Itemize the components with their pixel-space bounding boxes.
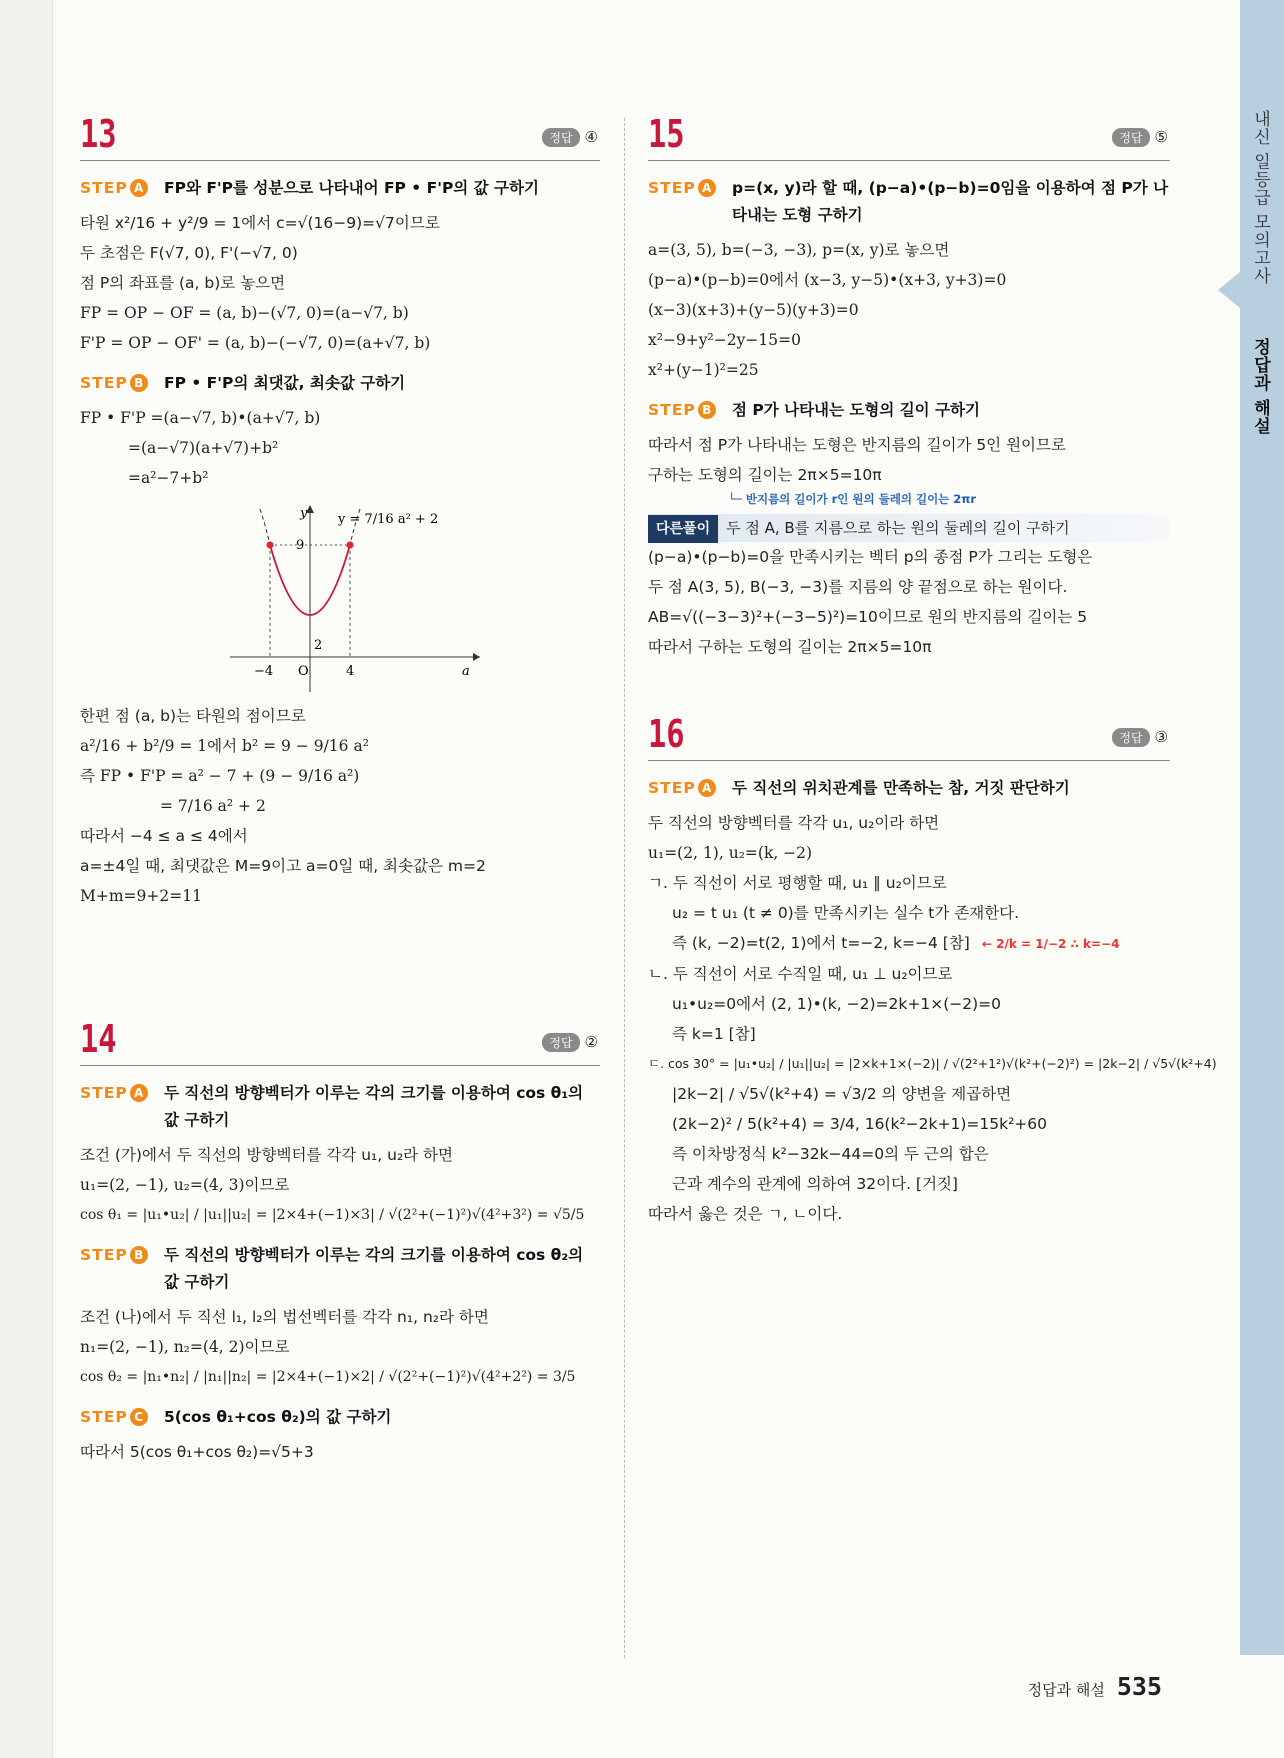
side-tab-title: 내신 일등급 모의고사 — [1250, 110, 1270, 285]
solution-line: 따라서 5(cos θ₁+cos θ₂)=√5+3 — [80, 1443, 314, 1461]
solution-line: 조건 (가)에서 두 직선의 방향벡터를 각각 u₁, u₂라 하면 — [80, 1146, 454, 1164]
step-title: p=(x, y)라 할 때, (p−a)•(p−b)=0임을 이용하여 점 P가 나타내는 도형 구하기 — [732, 179, 1169, 224]
step-b-heading — [80, 370, 600, 397]
step-title: 5(cos θ₁+cos θ₂)의 값 구하기 — [164, 1408, 392, 1426]
solution-line: M+m=9+2=11 — [80, 887, 202, 905]
solution-line: 두 직선의 방향벡터를 각각 u₁, u₂이라 하면 — [648, 814, 940, 832]
page-number: 535 — [1116, 1672, 1162, 1701]
step-label: STEP B — [80, 1242, 148, 1269]
solution-line: 따라서 −4 ≤ a ≤ 4에서 — [80, 827, 248, 845]
problem-header — [648, 710, 1170, 761]
problem-number: 14 — [80, 1017, 117, 1061]
solution-line: 두 점 A(3, 5), B(−3, −3)를 지름의 양 끝점으로 하는 원이다. — [648, 578, 1068, 596]
side-note: ← 2/k = 1/−2 ∴ k=−4 — [981, 937, 1120, 951]
step-c-heading — [80, 1404, 600, 1431]
parabola-graph — [230, 497, 490, 697]
step-letter-icon: B — [698, 401, 716, 419]
solution-line: 즉 k=1 [참] — [672, 1025, 756, 1043]
step-letter-icon: A — [130, 179, 148, 197]
answer-badge: 정답 — [1112, 728, 1149, 747]
solution-line: x²−9+y²−2y−15=0 — [648, 331, 801, 349]
solution-line: a=±4일 때, 최댓값은 M=9이고 a=0일 때, 최솟값은 m=2 — [80, 857, 486, 875]
binding-spine — [0, 0, 53, 1758]
solution-line: n₁=(2, −1), n₂=(4, 2)이므로 — [80, 1338, 290, 1356]
solution-line: 조건 (나)에서 두 직선 l₁, l₂의 법선벡터를 각각 n₁, n₂라 하면 — [80, 1308, 489, 1326]
tick-4: 4 — [346, 664, 355, 679]
hint-arrow-icon: └─ — [728, 492, 746, 506]
solution-line: (p−a)•(p−b)=0을 만족시키는 벡터 p의 종점 P가 그리는 도형은 — [648, 548, 1093, 566]
answer-badge: 정답 — [1112, 128, 1149, 147]
solution-line: u₂ = t u₁ (t ≠ 0)를 만족시키는 실수 t가 존재한다. — [672, 904, 1020, 922]
solution-line: =(a−√7)(a+√7)+b² — [128, 439, 279, 457]
step-label: STEP B — [648, 397, 716, 424]
answer-badge: 정답 — [542, 1033, 579, 1052]
problem-16 — [648, 710, 1217, 1229]
a-axis-arrow-icon — [473, 653, 480, 661]
tick-minus-4: −4 — [254, 664, 274, 679]
solution-line: =a²−7+b² — [128, 469, 209, 487]
tab-pointer-icon — [1218, 272, 1240, 308]
step-title: FP • F'P의 최댓값, 최솟값 구하기 — [164, 374, 406, 392]
step-letter-icon: A — [698, 779, 716, 797]
answer-value: ③ — [1154, 728, 1168, 746]
column-divider — [624, 118, 625, 1658]
answer-box — [1112, 728, 1168, 747]
solution-line: FP = OP − OF = (a, b)−(√7, 0)=(a−√7, b) — [80, 304, 409, 322]
solution-line: (p−a)•(p−b)=0에서 (x−3, y−5)•(x+3, y+3)=0 — [648, 271, 1007, 289]
solution-line: (x−3)(x+3)+(y−5)(y+3)=0 — [648, 301, 859, 319]
answer-value: ② — [584, 1033, 598, 1051]
step-title: 두 직선의 위치관계를 만족하는 참, 거짓 판단하기 — [732, 779, 1070, 797]
step-b-heading — [80, 1242, 600, 1296]
step-label: STEP A — [648, 775, 716, 802]
problem-number: 15 — [648, 112, 685, 156]
problem-header — [648, 110, 1170, 161]
origin-label: O — [298, 664, 309, 679]
solution-line: 구하는 도형의 길이는 2π×5=10π — [648, 466, 882, 484]
solution-line: 따라서 점 P가 나타내는 도형은 반지름의 길이가 5인 원이므로 — [648, 436, 1066, 454]
alternative-badge: 다른풀이 — [648, 515, 718, 543]
answer-box — [1112, 128, 1168, 147]
solution-line: 따라서 옳은 것은 ㄱ, ㄴ이다. — [648, 1205, 843, 1223]
step-letter-icon: A — [698, 179, 716, 197]
side-tab-section: 정답과 해설 — [1250, 338, 1270, 435]
solution-line: |2k−2| / √5√(k²+4) = √3/2 의 양변을 제곱하면 — [672, 1085, 1012, 1103]
solution-line: cos θ₁ = |u₁•u₂| / |u₁||u₂| = |2×4+(−1)×3| / √(2²+(−1)²)√(4²+3²) = √5/5 — [80, 1207, 585, 1223]
footer-label: 정답과 해설 — [1027, 1681, 1105, 1699]
problem-13 — [80, 110, 600, 911]
solution-line: = 7/16 a² + 2 — [160, 797, 266, 815]
problem-header — [80, 1015, 600, 1066]
solution-line: 즉 FP • F'P = a² − 7 + (9 − 9/16 a²) — [80, 767, 360, 785]
problem-number: 13 — [80, 112, 117, 156]
step-title: 두 직선의 방향벡터가 이루는 각의 크기를 이용하여 cos θ₁의 값 구하기 — [164, 1084, 584, 1129]
solution-line: cos θ₂ = |n₁•n₂| / |n₁||n₂| = |2×4+(−1)×2| / √(2²+(−1)²)√(4²+2²) = 3/5 — [80, 1369, 576, 1385]
side-tab — [1240, 0, 1284, 1655]
step-label: STEP B — [80, 370, 148, 397]
alternative-title: 두 점 A, B를 지름으로 하는 원의 둘레의 길이 구하기 — [726, 519, 1070, 537]
solution-line: ㄱ. 두 직선이 서로 평행할 때, u₁ ∥ u₂이므로 — [648, 874, 947, 892]
solution-line: 근과 계수의 관계에 의하여 32이다. [거짓] — [672, 1175, 958, 1193]
tick-9: 9 — [296, 538, 305, 553]
answer-value: ④ — [584, 128, 598, 146]
y-axis-label: y — [300, 506, 308, 521]
solution-line: ㄴ. 두 직선이 서로 수직일 때, u₁ ⊥ u₂이므로 — [648, 965, 953, 983]
step-b-heading — [648, 397, 1170, 424]
solution-line: 따라서 구하는 도형의 길이는 2π×5=10π — [648, 638, 932, 656]
problem-number: 16 — [648, 712, 685, 756]
solution-line: x²+(y−1)²=25 — [648, 361, 759, 379]
solution-line: F'P = OP − OF' = (a, b)−(−√7, 0)=(a+√7, b) — [80, 334, 431, 352]
step-a-heading — [80, 1080, 600, 1134]
step-letter-icon: B — [130, 1246, 148, 1264]
step-a-heading — [648, 175, 1170, 229]
solution-line: (2k−2)² / 5(k²+4) = 3/4, 16(k²−2k+1)=15k²+60 — [672, 1115, 1047, 1133]
solution-line: 즉 이차방정식 k²−32k−44=0의 두 근의 합은 — [672, 1145, 989, 1163]
solution-line: u₁=(2, −1), u₂=(4, 3)이므로 — [80, 1176, 290, 1194]
step-label: STEP C — [80, 1404, 148, 1431]
tick-2: 2 — [314, 638, 323, 653]
parabola-outside-left — [260, 509, 270, 545]
solution-line: 한편 점 (a, b)는 타원의 점이므로 — [80, 707, 306, 725]
solution-line: FP • F'P =(a−√7, b)•(a+√7, b) — [80, 409, 321, 427]
step-title: 두 직선의 방향벡터가 이루는 각의 크기를 이용하여 cos θ₂의 값 구하기 — [164, 1246, 584, 1291]
problem-header — [80, 110, 600, 161]
step-a-heading — [648, 775, 1170, 802]
solution-line: 즉 (k, −2)=t(2, 1)에서 t=−2, k=−4 [참] ← 2/k = 1/−2 ∴ k=−4 — [672, 934, 1120, 952]
problem-15 — [648, 110, 1170, 662]
answer-badge: 정답 — [542, 128, 579, 147]
step-letter-icon: A — [130, 1084, 148, 1102]
max-point-right — [347, 542, 354, 549]
solution-line: u₁=(2, 1), u₂=(k, −2) — [648, 844, 813, 862]
problem-14 — [80, 1015, 600, 1467]
answer-box — [542, 128, 598, 147]
step-title: 점 P가 나타내는 도형의 길이 구하기 — [732, 401, 980, 419]
page-footer — [1028, 1672, 1162, 1701]
step-title: FP와 F'P를 성분으로 나타내어 FP • F'P의 값 구하기 — [164, 179, 539, 197]
max-point-left — [267, 542, 274, 549]
hint-note: └─ 반지름의 길이가 r인 원의 둘레의 길이는 2πr — [728, 492, 977, 506]
solution-line: 타원 x²/16 + y²/9 = 1에서 c=√(16−9)=√7이므로 — [80, 214, 440, 232]
step-letter-icon: B — [130, 374, 148, 392]
solution-line: a=(3, 5), b=(−3, −3), p=(x, y)로 놓으면 — [648, 241, 950, 259]
alternative-solution-bar — [648, 514, 1170, 542]
step-label: STEP A — [80, 175, 148, 202]
step-letter-icon: C — [130, 1408, 148, 1426]
solution-line: AB=√((−3−3)²+(−3−5)²)=10이므로 원의 반지름의 길이는 5 — [648, 608, 1088, 626]
curve-label: y = 7/16 a² + 2 — [338, 512, 439, 527]
solution-line: 두 초점은 F(√7, 0), F'(−√7, 0) — [80, 244, 298, 262]
answer-box — [542, 1033, 598, 1052]
solution-line: a²/16 + b²/9 = 1에서 b² = 9 − 9/16 a² — [80, 737, 369, 755]
solution-line: ㄷ. cos 30° = |u₁•u₂| / |u₁||u₂| = |2×k+1×(−2)| / √(2²+1²)√(k²+(−2)²) = |2k−2| / √5√(k²+4) — [648, 1056, 1217, 1071]
answer-value: ⑤ — [1154, 128, 1168, 146]
step-a-heading — [80, 175, 600, 202]
solution-line: u₁•u₂=0에서 (2, 1)•(k, −2)=2k+1×(−2)=0 — [672, 995, 1001, 1013]
step-label: STEP A — [648, 175, 716, 202]
a-axis-label: a — [462, 664, 470, 679]
step-label: STEP A — [80, 1080, 148, 1107]
solution-line: 점 P의 좌표를 (a, b)로 놓으면 — [80, 274, 286, 292]
